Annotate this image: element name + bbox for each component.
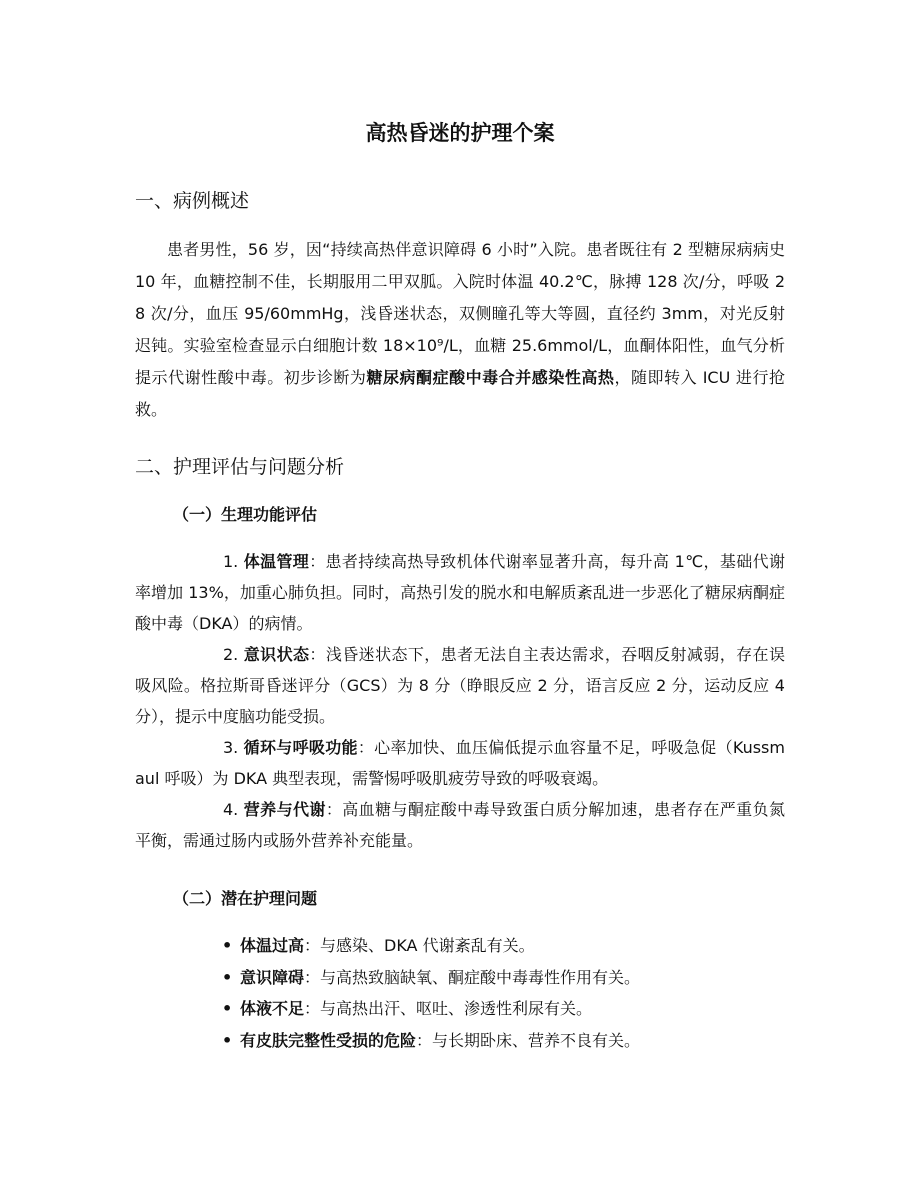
item-label: 意识障碍 — [240, 967, 305, 987]
bullet-icon: • — [222, 999, 233, 1018]
list-item — [222, 962, 785, 994]
assessment-item — [135, 794, 785, 856]
diagnosis-bold-text: 糖尿病酮症酸中毒合并感染性高热 — [366, 368, 615, 387]
list-item — [222, 930, 785, 962]
potential-problems-list — [222, 930, 785, 1056]
bullet-icon: • — [222, 1030, 233, 1050]
item-text: ：患者持续高热导致机体代谢率显著升高，每升高 1℃，基础代谢率增加 13%，加重心肺负担。同时，高热引发的脱水和电解质紊乱进一步恶化了糖尿病酮症酸中毒（DKA）的病情。 — [135, 552, 785, 633]
item-number: 4. — [223, 800, 244, 819]
document-title: 高热昏迷的护理个案 — [365, 121, 555, 145]
item-text: ：浅昏迷状态下，患者无法自主表达需求，吞咽反射减弱，存在误吸风险。格拉斯哥昏迷评分（GCS）为 8 分（睁眼反应 2 分，语言反应 2 分，运动反应 4 分），提示中度脑功能受损。 — [135, 645, 785, 726]
bullet-icon: • — [222, 936, 233, 955]
section-heading-case-overview: 一、病例概述 — [135, 190, 250, 212]
assessment-item — [135, 732, 785, 794]
item-label: 意识状态 — [243, 645, 310, 664]
item-label: 有皮肤完整性受损的危险 — [240, 1030, 417, 1050]
assessment-item — [135, 639, 785, 732]
item-label: 体液不足 — [240, 999, 305, 1018]
subsection-heading-potential-problems: （二）潜在护理问题 — [173, 889, 318, 908]
item-text: ：高血糖与酮症酸中毒导致蛋白质分解加速，患者存在严重负氮平衡，需通过肠内或肠外营养补充能量。 — [135, 800, 785, 850]
item-label: 体温过高 — [240, 936, 305, 955]
item-number: 1. — [223, 552, 244, 571]
item-label: 营养与代谢 — [243, 800, 326, 819]
item-number: 2. — [223, 645, 244, 664]
case-overview-text-a: 患者男性，56 岁，因“持续高热伴意识障碍 6 小时”入院。患者既往有 2 型糖尿病病史 10 年，血糖控制不佳，长期服用二甲双胍。入院时体温 40.2℃，脉搏 128 次/分，呼吸 28 次/分，血压 95/60mmHg，浅昏迷状态，双侧瞳孔等大等圆，直径约 3mm，对光反射迟钝。实验室检查显示白细胞计数 18×10⁹/L，血糖 25.6mmol/L，血酮体阳性，血气分析提示代谢性酸中毒。初步诊断为 — [135, 240, 785, 387]
item-label: 体温管理 — [243, 552, 310, 571]
case-overview-paragraph — [135, 234, 785, 426]
item-number: 3. — [223, 738, 244, 757]
list-item — [222, 993, 785, 1025]
item-text: ：心率加快、血压偏低提示血容量不足，呼吸急促（Kussmaul 呼吸）为 DKA 典型表现，需警惕呼吸肌疲劳导致的呼吸衰竭。 — [135, 738, 785, 788]
list-item — [222, 1025, 785, 1057]
item-text: ：与长期卧床、营养不良有关。 — [416, 1030, 641, 1050]
item-text: ：与感染、DKA 代谢紊乱有关。 — [304, 936, 535, 955]
bullet-icon: • — [222, 967, 233, 987]
case-overview-text-b: ，随即转入 ICU 进行抢救。 — [135, 368, 785, 419]
assessment-item — [135, 546, 785, 639]
subsection-heading-physiological: （一）生理功能评估 — [173, 505, 318, 524]
item-label: 循环与呼吸功能 — [243, 738, 358, 757]
item-text: ：与高热致脑缺氧、酮症酸中毒毒性作用有关。 — [304, 967, 641, 987]
physiological-assessment-list — [135, 546, 785, 856]
item-text: ：与高热出汗、呕吐、渗透性利尿有关。 — [304, 999, 593, 1018]
section-heading-nursing-assessment: 二、护理评估与问题分析 — [135, 456, 345, 478]
